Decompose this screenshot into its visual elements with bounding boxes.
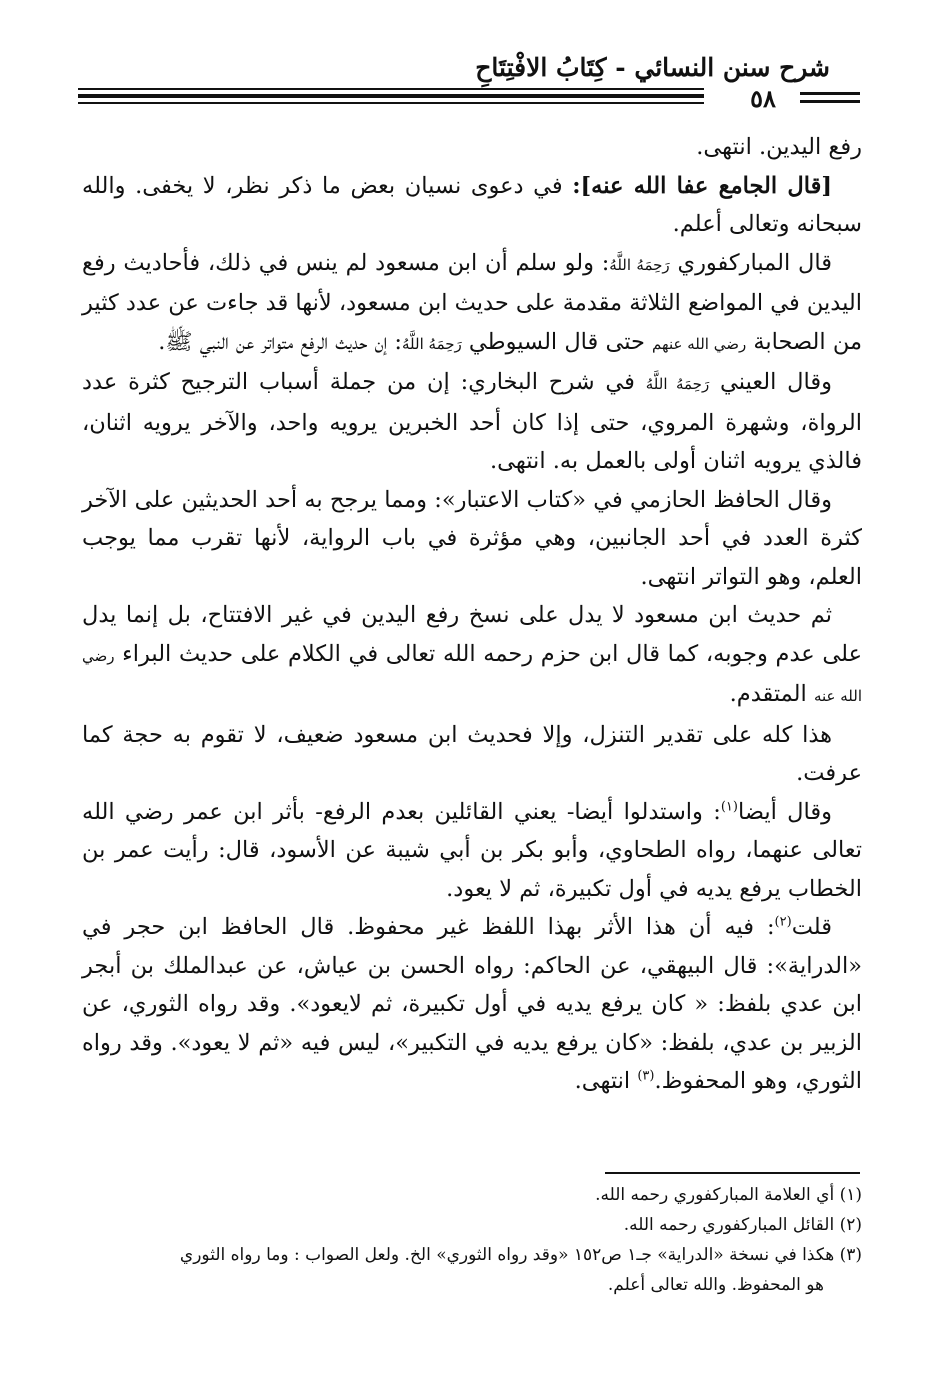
paragraph <box>82 793 862 909</box>
paragraph-text: وقال الحافظ الحازمي في «كتاب الاعتبار»: ومما يرجح به أحد الحديثين على الآخر كثرة العدد في أحد الجانبين، وهي مؤثرة في باب الرواية، لأنها تقرب مما يوجب العلم، وهو التواتر انتهى. <box>82 486 862 590</box>
honorific-rahimahullah: رَحِمَهُ اللَّهُ <box>645 375 710 393</box>
paragraph <box>82 128 862 167</box>
paragraph-text: المتقدم. <box>729 681 814 707</box>
page-number-rule-bottom <box>800 100 860 103</box>
paragraph-text: . <box>158 328 166 355</box>
paragraph-text: قال المباركفوري <box>677 249 833 276</box>
paragraph-text: هذا كله على تقدير التنزل، وإلا فحديث ابن مسعود ضعيف، لا تقوم به حجة كما عرفت. <box>82 721 862 786</box>
paragraph-text: في دعوى نسيان بعض ما ذكر نظر، لا يخفى. والله سبحانه وتعالى أعلم. <box>82 172 862 237</box>
paragraph-text: وقال العيني <box>720 369 832 395</box>
header-rule-top <box>78 88 704 90</box>
honorific-radiyallahu-anhu: رضي الله عنه <box>82 646 862 705</box>
paragraph <box>82 244 862 364</box>
footnote: (١) أي العلامة المباركفوري رحمه الله. <box>595 1185 862 1205</box>
paragraph-text: : إن حديث الرفع متواتر عن النبي <box>199 328 403 355</box>
footnote-ref: (٢) <box>774 914 792 930</box>
paragraph <box>82 363 862 481</box>
paragraph <box>82 167 862 244</box>
editor-note-label: [قال الجامع عفا الله عنه]: <box>572 172 832 199</box>
paragraph-text: ثم حديث ابن مسعود لا يدل على نسخ رفع اليدين في غير الافتتاح، بل إنما يدل على عدم وجوبه، كما قال ابن حزم رحمه الله تعالى في الكلام على حديث البراء <box>82 602 862 667</box>
header-rule-main <box>78 94 704 98</box>
paragraph-text: في شرح البخاري: إن من جملة أسباب الترجيح كثرة عدد الرواة، وشهرة المروي، حتى إذا كان أحد الخبرين يرويه واحد، والآخر يرويه اثنان، فالذي يرويه اثنان أولى بالعمل به. انتهى. <box>82 369 862 474</box>
page-number-rule-top <box>800 92 860 95</box>
paragraph <box>82 596 862 716</box>
footnote: (٣) هكذا في نسخة «الدراية» جـ١ ص١٥٢ «وقد رواه الثوري» الخ. ولعل الصواب : وما رواه الثوري <box>179 1245 862 1265</box>
honorific-rahimahullah: رَحِمَهُ اللَّهُ <box>402 334 462 353</box>
paragraph-text: انتهى. <box>574 1068 638 1094</box>
honorific-rahimahullah: رَحِمَهُ اللَّهُ <box>609 255 670 274</box>
running-header-title: شرح سنن النسائي - كِتَابُ الافْتِتَاحِ <box>475 53 830 82</box>
paragraph-text: وقال أيضا <box>737 798 832 825</box>
paragraph <box>82 481 862 597</box>
paragraph-text: قلت <box>791 914 832 940</box>
honorific-radiyallahu-anhum: رضي الله عنهم <box>652 334 747 353</box>
footnote-continuation: هو المحفوظ. والله تعالى أعلم. <box>607 1275 824 1295</box>
footnote-ref: (٣) <box>637 1068 655 1084</box>
paragraph-text: رفع اليدين. انتهى. <box>696 134 862 160</box>
footnotes <box>82 1180 862 1300</box>
honorific-salla: ﷺ <box>165 328 193 355</box>
page-number: ٥٨ <box>750 84 776 113</box>
paragraph-text: : واستدلوا أيضا- يعني القائلين بعدم الرفع- بأثر ابن عمر رضي الله تعالى عنهما، رواه الطحاوي، وأبو بكر بن أبي شيبة عن الأسود، قال: رأيت عمر بن الخطاب يرفع يديه في أول تكبيرة، ثم لا يعود. <box>82 798 862 902</box>
footnote-separator <box>605 1172 860 1174</box>
paragraph-text: حتى قال السيوطي <box>468 328 653 355</box>
paragraph <box>82 908 862 1101</box>
main-text <box>82 128 862 1101</box>
header-rule-bottom <box>78 102 704 104</box>
footnote-ref: (١) <box>720 799 738 814</box>
paragraph-text: : ولو سلم أن ابن مسعود لم ينس في ذلك، فأحاديث رفع اليدين في المواضع الثلاثة مقدمة على حديث ابن مسعود، لأنها قد جاءت عن عدد كثير من الصحابة <box>82 249 862 355</box>
paragraph <box>82 716 862 793</box>
paragraph-text: : فيه أن هذا الأثر بهذا اللفظ غير محفوظ. قال الحافظ ابن حجر في «الدراية»: قال البيهقي، عن الحاكم: رواه الحسن بن عياش، عن عبدالملك بن أبجر ابن عدي بلفظ: « كان يرفع يديه في أول تكبيرة، ثم لايعود». وقد رواه الثوري، عن الزبير بن عدي، بلفظ: «كان يرفع يديه في التكبير»، ليس فيه «ثم لا يعود». وقد رواه الثوري، وهو المحفوظ. <box>82 914 862 1094</box>
footnote: (٢) القائل المباركفوري رحمه الله. <box>623 1215 862 1235</box>
